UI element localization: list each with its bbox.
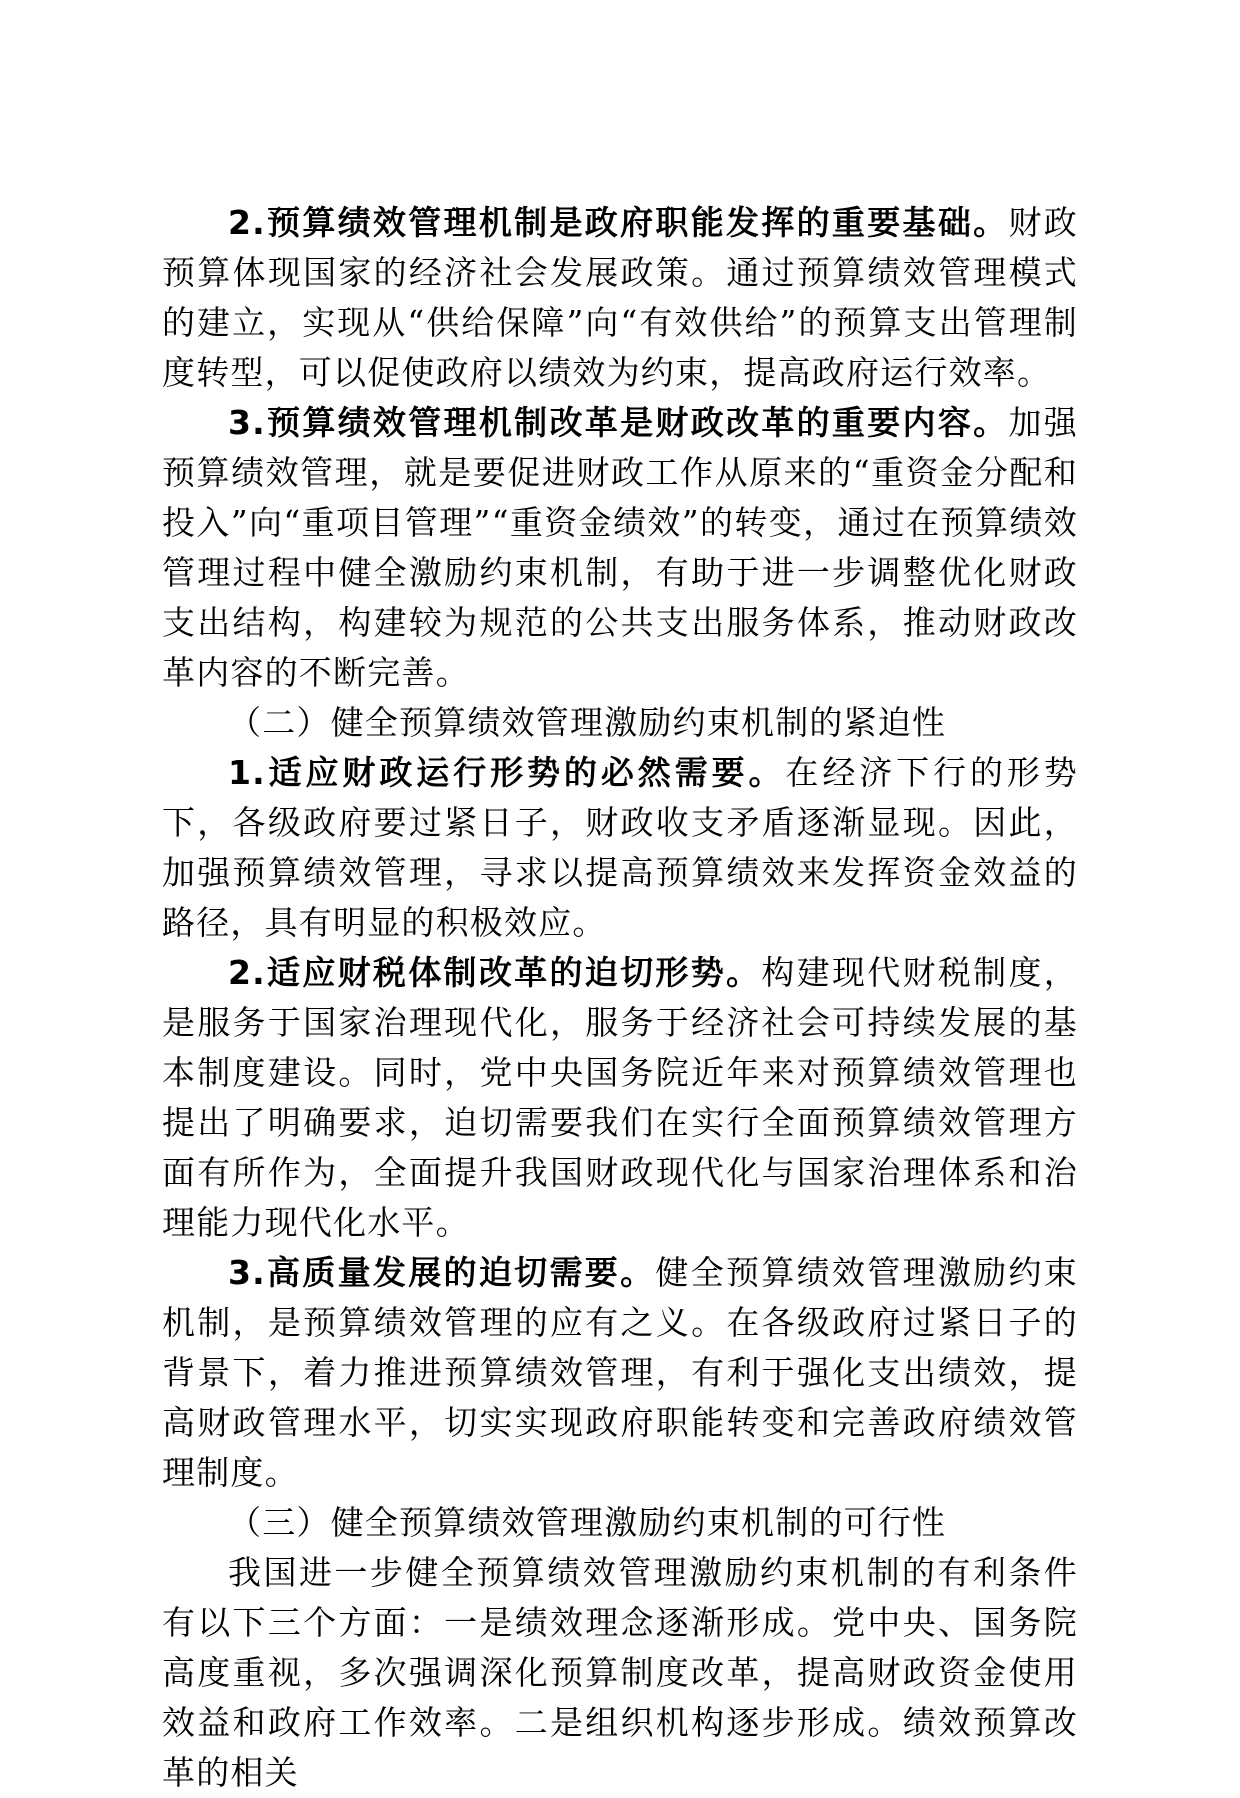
- paragraph-lead: 3.预算绩效管理机制改革是财政改革的重要内容。: [228, 403, 1009, 442]
- paragraph-lead: 2.预算绩效管理机制是政府职能发挥的重要基础。: [228, 203, 1009, 242]
- paragraph-fiscal-situation: [162, 748, 1078, 948]
- paragraph-body: 财政预算体现国家的经济社会发展政策。通过预算绩效管理模式的建立，实现从“供给保障”向“有效供给”的预算支出管理制度转型，可以促使政府以绩效为约束，提高政府运行效率。: [162, 203, 1078, 392]
- paragraph-quality-development: [162, 1248, 1078, 1498]
- paragraph-body: 构建现代财税制度，是服务于国家治理现代化，服务于经济社会可持续发展的基本制度建设。同时，党中央国务院近年来对预算绩效管理也提出了明确要求，迫切需要我们在实行全面预算绩效管理方面有所作为，全面提升我国财政现代化与国家治理体系和治理能力现代化水平。: [162, 953, 1078, 1242]
- paragraph-fiscal-reform: [162, 398, 1078, 698]
- paragraph-tax-reform: [162, 948, 1078, 1248]
- paragraph-favorable-conditions: [162, 1548, 1078, 1798]
- paragraph-govt-function: [162, 198, 1078, 398]
- paragraph-body: 加强预算绩效管理，就是要促进财政工作从原来的“重资金分配和投入”向“重项目管理”“重资金绩效”的转变，通过在预算绩效管理过程中健全激励约束机制，有助于进一步调整优化财政支出结构，构建较为规范的公共支出服务体系，推动财政改革内容的不断完善。: [162, 403, 1078, 692]
- paragraph-body: 我国进一步健全预算绩效管理激励约束机制的有利条件有以下三个方面：一是绩效理念逐渐形成。党中央、国务院高度重视，多次强调深化预算制度改革，提高财政资金使用效益和政府工作效率。二是组织机构逐步形成。绩效预算改革的相关: [162, 1553, 1078, 1792]
- section-heading-urgency: （二）健全预算绩效管理激励约束机制的紧迫性: [228, 703, 947, 742]
- paragraph-body: 健全预算绩效管理激励约束机制，是预算绩效管理的应有之义。在各级政府过紧日子的背景下，着力推进预算绩效管理，有利于强化支出绩效，提高财政管理水平，切实实现政府职能转变和完善政府绩效管理制度。: [162, 1253, 1078, 1492]
- paragraph-lead: 3.高质量发展的迫切需要。: [228, 1253, 656, 1292]
- paragraph-body: 在经济下行的形势下，各级政府要过紧日子，财政收支矛盾逐渐显现。因此，加强预算绩效管理，寻求以提高预算绩效来发挥资金效益的路径，具有明显的积极效应。: [162, 753, 1078, 942]
- paragraph-lead: 2.适应财税体制改革的迫切形势。: [228, 953, 762, 992]
- section-heading-feasibility: （三）健全预算绩效管理激励约束机制的可行性: [228, 1503, 947, 1542]
- paragraph-lead: 1.适应财政运行形势的必然需要。: [228, 753, 786, 792]
